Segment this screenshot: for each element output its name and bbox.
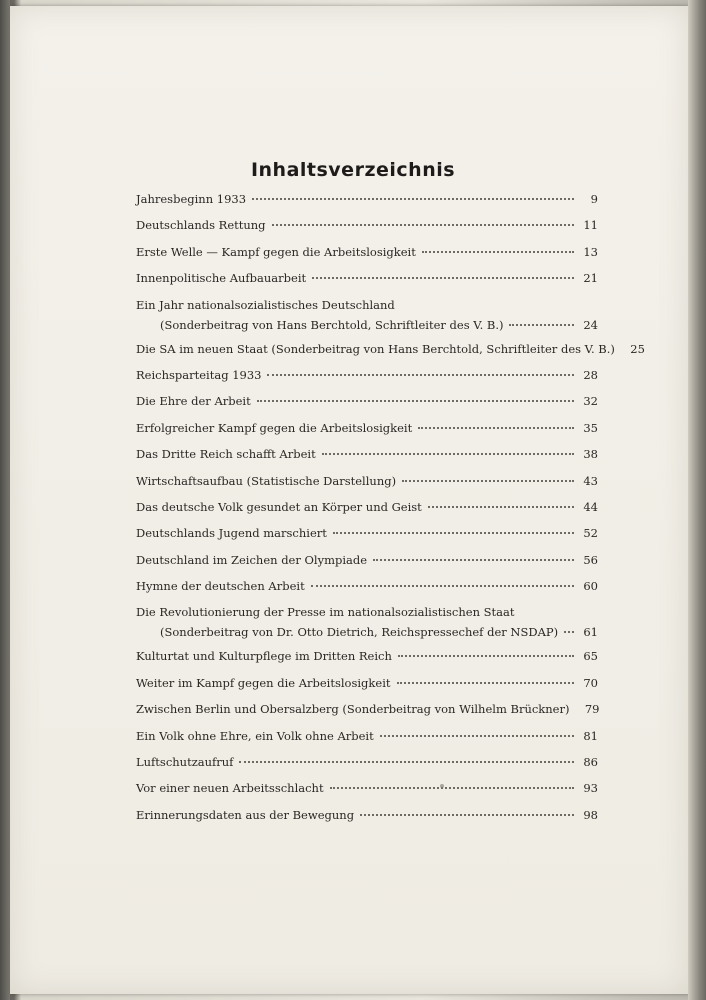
toc-entry xyxy=(136,775,598,801)
dot-leader xyxy=(360,813,574,816)
toc-entry-title: Ein Volk ohne Ehre, ein Volk ohne Arbeit xyxy=(136,728,374,743)
toc-page-number: 86 xyxy=(583,755,598,770)
page-title: Inhaltsverzeichnis xyxy=(250,158,456,181)
toc-entry-title: Jahresbeginn 1933 xyxy=(136,192,247,206)
toc-entry-title: Luftschutzaufruf xyxy=(136,755,234,770)
toc-entry-title: Erinnerungsdaten aus der Bewegung xyxy=(136,807,355,822)
dot-leader xyxy=(311,584,574,587)
dot-leader xyxy=(428,505,574,508)
toc-entry-title: Weiter im Kampf gegen die Arbeitslosigkeit xyxy=(136,675,391,690)
table-of-contents xyxy=(136,186,645,828)
book-spine-edge xyxy=(0,0,10,1000)
toc-entry xyxy=(136,547,598,573)
toc-page-number: 81 xyxy=(583,728,598,743)
toc-page-number: 38 xyxy=(583,447,598,462)
toc-page-number: 35 xyxy=(583,420,598,435)
toc-entry xyxy=(136,336,645,362)
dot-leader xyxy=(272,223,574,226)
toc-entry-title: Erfolgreicher Kampf gegen die Arbeitslosigkeit xyxy=(136,420,413,435)
toc-entry-title: Die SA im neuen Staat (Sonderbeitrag von Hans Berchtold, Schriftleiter des V. B.) xyxy=(136,341,615,356)
toc-page-number: 21 xyxy=(583,271,598,286)
toc-entry xyxy=(136,212,598,238)
toc-entry-title: Die Ehre der Arbeit xyxy=(136,394,251,409)
toc-entry xyxy=(136,239,598,265)
toc-page-number: 24 xyxy=(583,317,598,332)
toc-entry-title: Deutschlands Rettung xyxy=(136,218,266,233)
toc-entry xyxy=(136,441,598,467)
toc-entry xyxy=(136,186,598,212)
toc-entry xyxy=(136,802,598,828)
toc-entry xyxy=(136,749,598,775)
dot-leader xyxy=(239,760,574,763)
toc-entry xyxy=(136,696,598,722)
dot-leader xyxy=(418,426,574,429)
toc-entry xyxy=(136,603,598,643)
toc-entry xyxy=(136,415,598,441)
toc-page-number: 11 xyxy=(583,218,598,233)
toc-page-number: 93 xyxy=(583,781,598,796)
dot-leader xyxy=(422,250,574,253)
toc-entry-title: Das Dritte Reich schafft Arbeit xyxy=(136,447,316,462)
dot-leader xyxy=(312,276,574,279)
paper-speck xyxy=(440,784,444,788)
toc-page-number: 9 xyxy=(590,192,598,206)
toc-entry-title: Innenpolitische Aufbauarbeit xyxy=(136,271,307,286)
toc-entry-title: Zwischen Berlin und Obersalzberg (Sonderbeitrag von Wilhelm Brückner) xyxy=(136,702,570,717)
toc-entry-title: Die Revolutionierung der Presse im nationalsozialistischen Staat xyxy=(136,605,515,620)
toc-entry xyxy=(136,362,598,388)
toc-entry xyxy=(136,643,598,669)
toc-page-number: 44 xyxy=(583,499,598,514)
dot-leader xyxy=(380,734,574,737)
toc-entry-subtitle: (Sonderbeitrag von Dr. Otto Dietrich, Reichspressechef der NSDAP) xyxy=(160,625,559,640)
toc-entry-title: Kulturtat und Kulturpflege im Dritten Reich xyxy=(136,649,392,664)
dot-leader xyxy=(398,654,574,657)
toc-page-number: 60 xyxy=(583,579,598,594)
toc-page-number: 32 xyxy=(583,394,598,409)
dot-leader xyxy=(333,531,574,534)
toc-page-number: 52 xyxy=(583,526,598,541)
toc-entry-title: Deutschlands Jugend marschiert xyxy=(136,526,327,541)
toc-entry-title: Ein Jahr nationalsozialistisches Deutschland xyxy=(136,297,395,312)
toc-entry xyxy=(136,670,598,696)
toc-entry-title: Wirtschaftsaufbau (Statistische Darstellung) xyxy=(136,473,397,488)
dot-leader xyxy=(402,479,574,482)
toc-entry-title: Hymne der deutschen Arbeit xyxy=(136,579,305,594)
page-right-edge xyxy=(688,0,706,1000)
toc-entry xyxy=(136,494,598,520)
toc-page-number: 28 xyxy=(583,367,598,382)
toc-page-number: 56 xyxy=(583,552,598,567)
toc-entry-title: Das deutsche Volk gesundet an Körper und Geist xyxy=(136,499,422,514)
dot-leader xyxy=(330,786,574,789)
toc-page-number: 70 xyxy=(583,675,598,690)
toc-page-number: 25 xyxy=(630,341,645,356)
toc-page-number: 13 xyxy=(583,244,598,259)
toc-entry-title: Deutschland im Zeichen der Olympiade xyxy=(136,552,368,567)
toc-entry xyxy=(136,520,598,546)
toc-entry-title: Vor einer neuen Arbeitsschlacht xyxy=(136,781,324,796)
toc-entry xyxy=(136,573,598,599)
toc-entry xyxy=(136,468,598,494)
toc-entry xyxy=(136,723,598,749)
dot-leader xyxy=(257,399,574,402)
toc-page-number: 61 xyxy=(583,625,598,640)
toc-entry-subtitle: (Sonderbeitrag von Hans Berchtold, Schriftleiter des V. B.) xyxy=(160,317,504,332)
toc-entry xyxy=(136,265,598,291)
dot-leader xyxy=(322,452,574,455)
toc-entry xyxy=(136,296,598,336)
dot-leader xyxy=(397,681,575,684)
toc-page-number: 79 xyxy=(584,702,600,717)
dot-leader xyxy=(267,373,574,376)
toc-page-number: 43 xyxy=(583,473,598,488)
toc-entry xyxy=(136,388,598,414)
toc-page-number: 98 xyxy=(583,807,598,822)
dot-leader xyxy=(252,197,574,200)
dot-leader xyxy=(509,323,574,326)
toc-entry-title: Erste Welle — Kampf gegen die Arbeitslosigkeit xyxy=(136,244,416,259)
dot-leader xyxy=(373,558,574,561)
toc-page-number: 65 xyxy=(583,649,598,664)
dot-leader xyxy=(564,630,574,633)
toc-entry-title: Reichsparteitag 1933 xyxy=(136,367,262,382)
